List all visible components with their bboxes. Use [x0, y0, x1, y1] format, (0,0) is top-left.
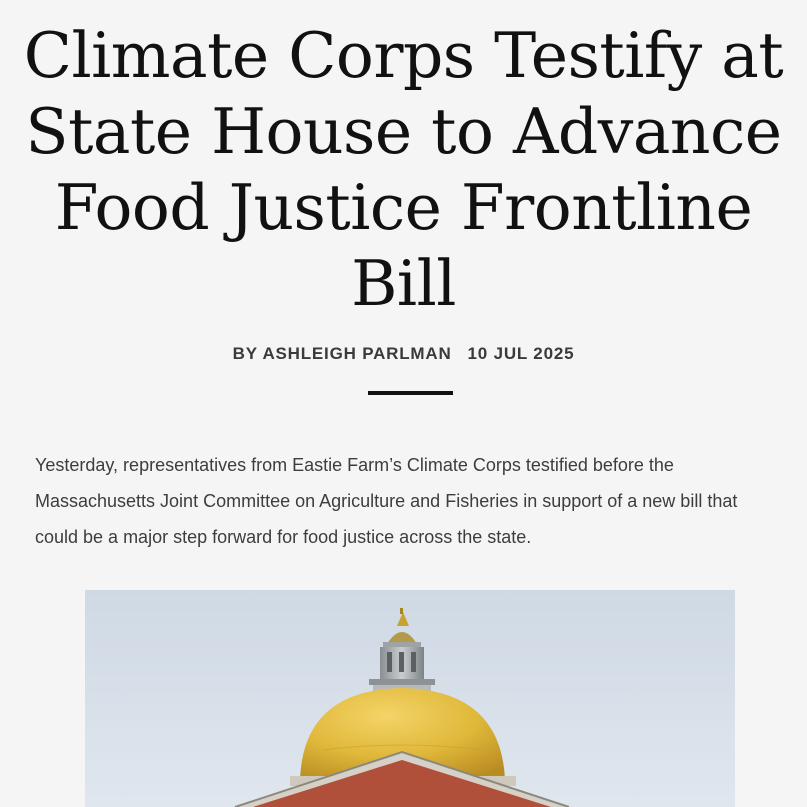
publish-date: 10 JUL 2025	[467, 344, 575, 363]
byline	[0, 344, 807, 364]
title-divider	[368, 391, 453, 395]
article-lede: Yesterday, representatives from Eastie Farm’s Climate Corps testified before the Massachusetts Joint Committee on Agriculture and Fisheries in support of a new bill that could be a major step forward for food justice across the state.	[35, 455, 738, 547]
state-house-photo	[85, 590, 735, 807]
author-name[interactable]: BY ASHLEIGH PARLMAN	[232, 344, 452, 363]
article-title: Climate Corps Testify at State House to Advance Food Justice Frontline Bill	[23, 19, 784, 320]
